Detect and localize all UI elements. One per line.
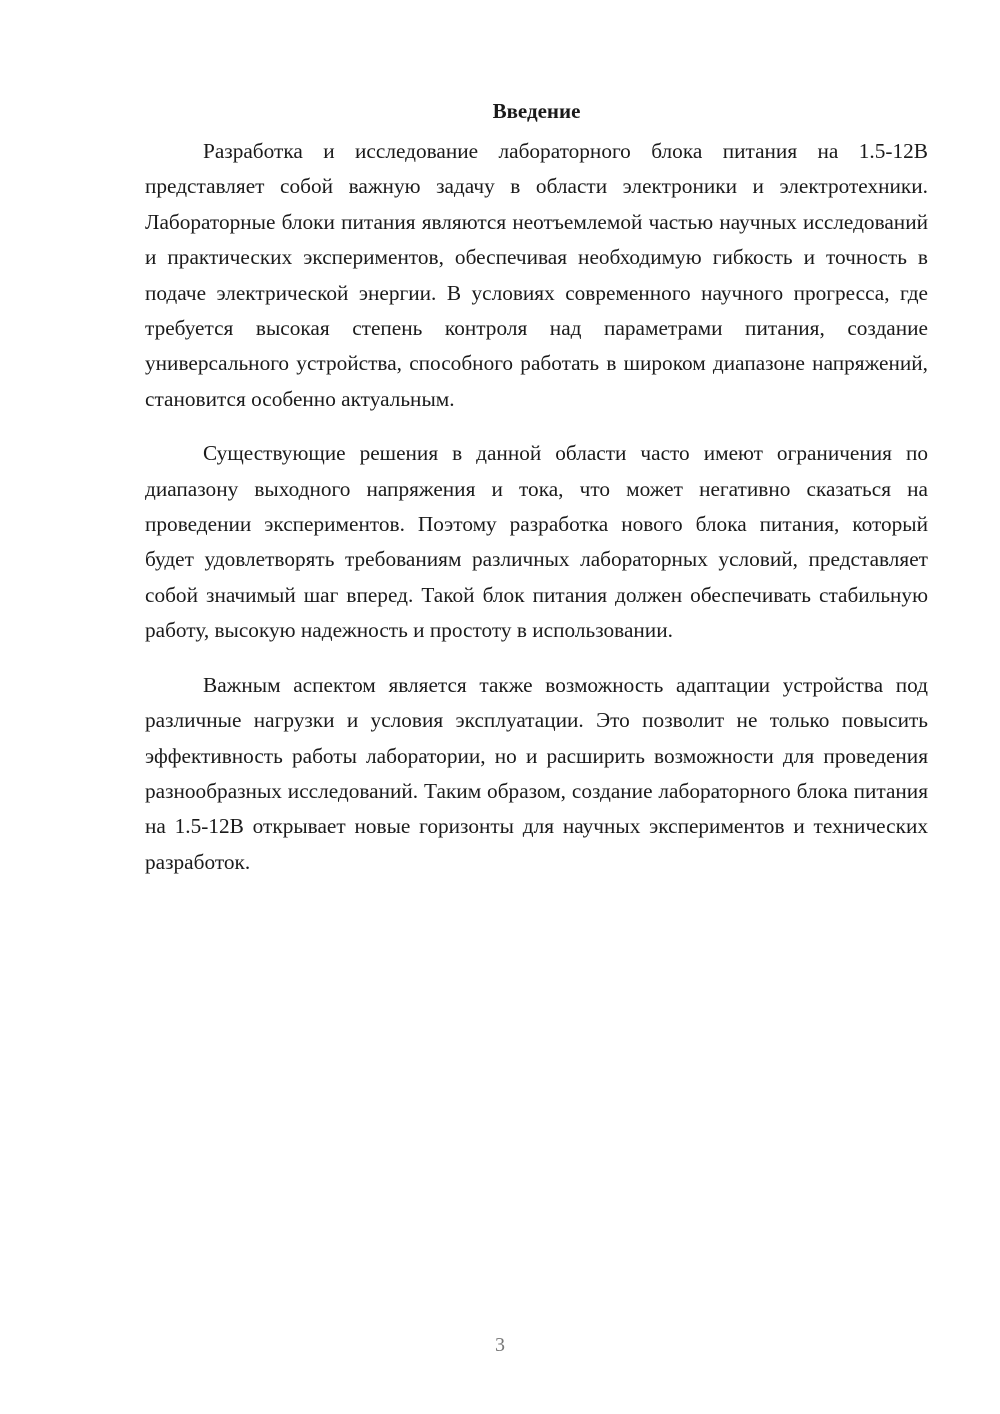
section-title: Введение [492,99,581,123]
paragraph-2: Существующие решения в данной области часто имеют ограничения по диапазону выходного напряжения и тока, что может негативно сказаться на проведении экспериментов. Поэтому разработка нового блока питания, который будет удовлетворять требованиям различных лабораторных условий, представляет собой значимый шаг вперед. Такой блок питания должен обеспечивать стабильную работу, высокую надежность и простоту в использовании. [145,441,928,643]
document-page [145,96,928,880]
paragraph-3: Важным аспектом является также возможность адаптации устройства под различные нагрузки и условия эксплуатации. Это позволит не только повысить эффективность работы лаборатории, но и расширить возможности для проведения разнообразных исследований. Таким образом, создание лабораторного блока питания на 1.5-12В открывает новые горизонты для научных экспериментов и технических разработок. [145,672,928,874]
paragraph-1: Разработка и исследование лабораторного блока питания на 1.5-12В представляет собой важную задачу в области электроники и электротехники. Лабораторные блоки питания являются неотъемлемой частью научных исследований и практических экспериментов, обеспечивая необходимую гибкость и точность в подаче электрической энергии. В условиях современного научного прогресса, где требуется высокая степень контроля над параметрами питания, создание универсального устройства, способного работать в широком диапазоне напряжений, становится особенно актуальным. [145,139,928,411]
page-number: 3 [495,1334,505,1356]
